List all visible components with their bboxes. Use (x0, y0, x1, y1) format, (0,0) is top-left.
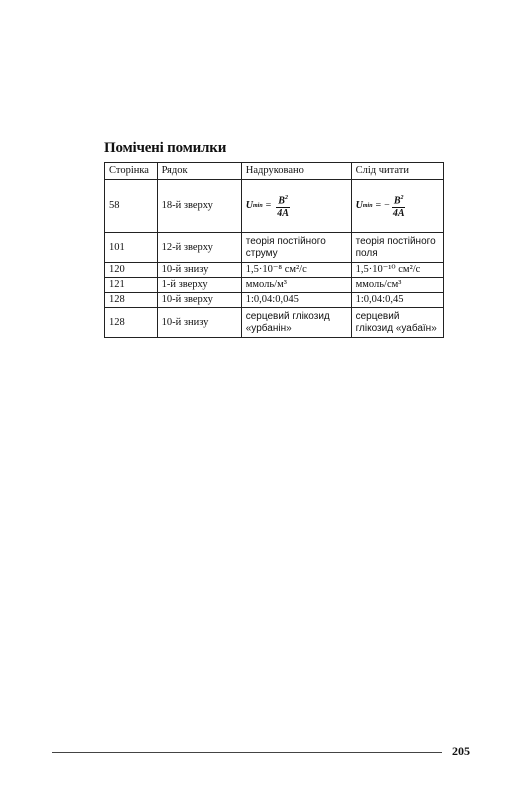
cell-line: 10-й знизу (157, 263, 241, 278)
cell-line: 1-й зверху (157, 278, 241, 293)
cell-page: 120 (105, 263, 158, 278)
cell-page: 58 (105, 180, 158, 233)
table-row (105, 180, 444, 233)
header-correct: Слід читати (351, 163, 443, 180)
cell-printed: ммоль/м³ (241, 278, 351, 293)
cell-line: 10-й зверху (157, 293, 241, 308)
header-page: Сторінка (105, 163, 158, 180)
formula-correct: U min = − $\frac{B^2}{4A}$ (355, 195, 405, 219)
footer-rule (52, 752, 442, 753)
table-row (105, 263, 444, 278)
cell-correct: серцевий глікозид «уабаїн» (351, 308, 443, 338)
cell-correct: ммоль/см³ (351, 278, 443, 293)
table-row (105, 233, 444, 263)
page-number: 205 (452, 744, 470, 758)
cell-page: 121 (105, 278, 158, 293)
cell-printed-formula (241, 180, 351, 233)
cell-page: 128 (105, 293, 158, 308)
cell-printed: 1,5·10⁻⁸ см²/с (241, 263, 351, 278)
errata-table (104, 162, 444, 338)
cell-line: 18-й зверху (157, 180, 241, 233)
table-row (105, 308, 444, 338)
table-row (105, 293, 444, 308)
table-row (105, 278, 444, 293)
cell-printed: теорія постійного струму (241, 233, 351, 263)
header-printed: Надруковано (241, 163, 351, 180)
cell-page: 101 (105, 233, 158, 263)
table-header-row (105, 163, 444, 180)
formula-printed: U min = $B^2$ 4A (245, 195, 289, 219)
section-title: Помічені помилки (104, 140, 227, 156)
cell-line: 10-й знизу (157, 308, 241, 338)
cell-line: 12-й зверху (157, 233, 241, 263)
cell-correct: 1:0,04:0,45 (351, 293, 443, 308)
header-line: Рядок (157, 163, 241, 180)
cell-printed: серцевий глікозид «урбанін» (241, 308, 351, 338)
cell-correct-formula (351, 180, 443, 233)
cell-correct: 1,5·10⁻¹⁰ см²/с (351, 263, 443, 278)
cell-printed: 1:0,04:0,045 (241, 293, 351, 308)
cell-page: 128 (105, 308, 158, 338)
cell-correct: теорія постійного поля (351, 233, 443, 263)
